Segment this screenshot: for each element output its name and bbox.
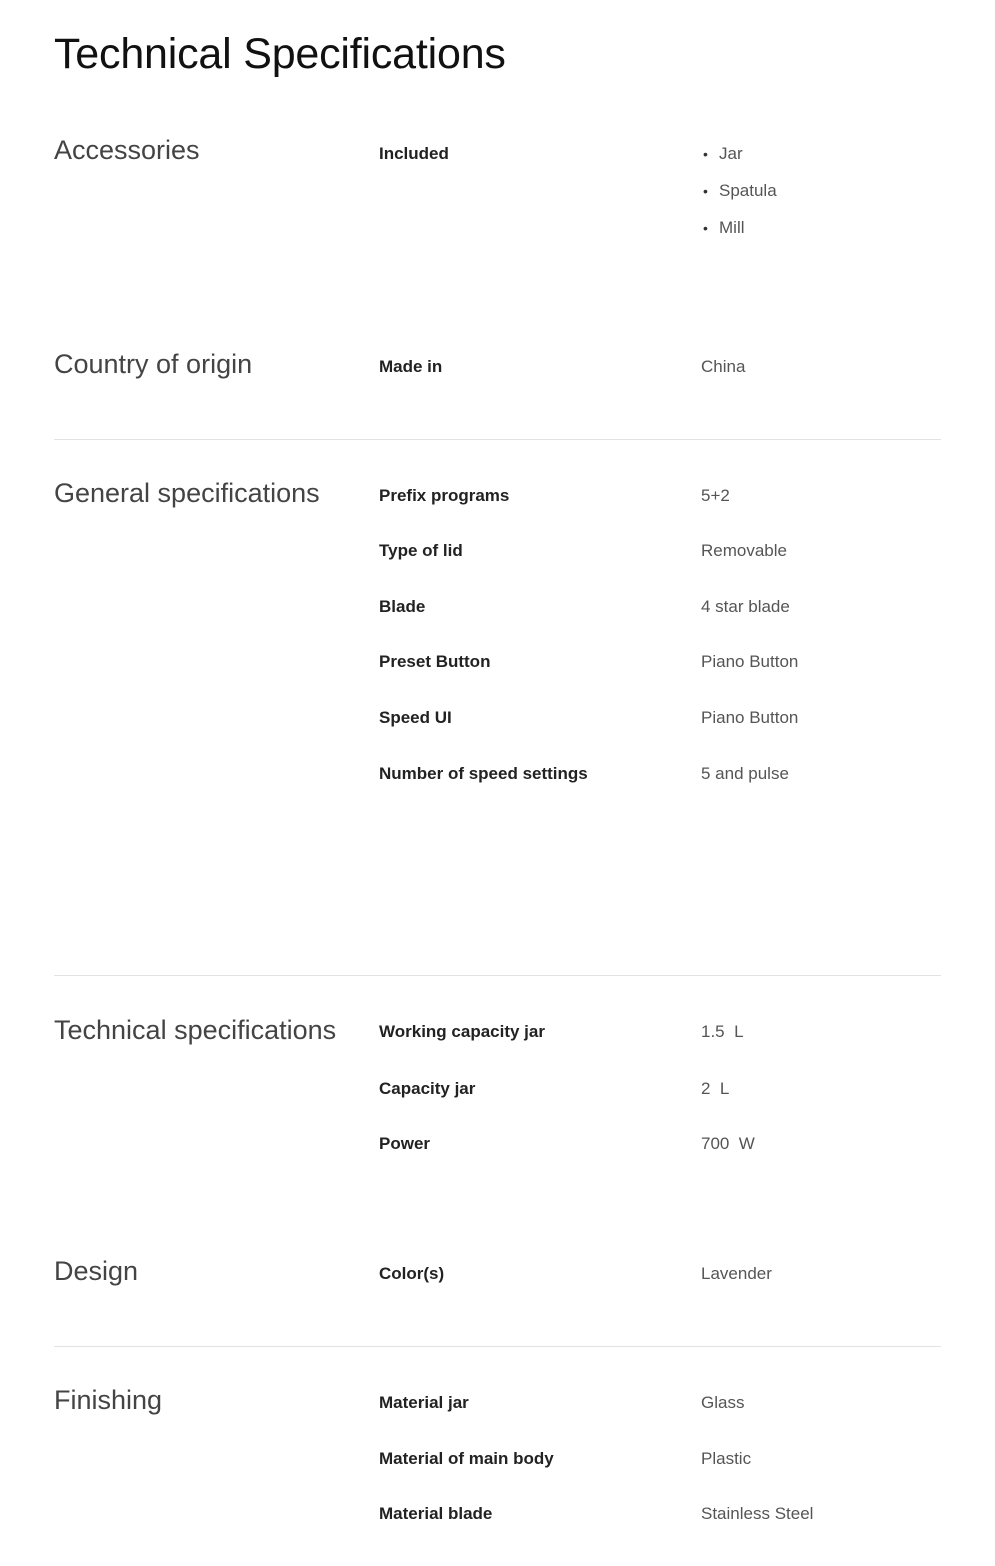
spec-row-number-of-speed-settings [54, 760, 941, 788]
spec-row-capacity-jar [54, 1075, 941, 1103]
spec-label: Capacity jar [379, 1079, 476, 1098]
list-item [701, 177, 777, 214]
bullet-icon: • [703, 183, 708, 199]
spec-value: Removable [701, 541, 787, 560]
spec-label: Number of speed settings [379, 764, 588, 783]
section-divider [54, 975, 941, 976]
section-title: Country of origin [54, 349, 253, 379]
spec-label: Type of lid [379, 541, 463, 560]
spec-value: Piano Button [701, 652, 799, 671]
spec-label: Included [379, 144, 449, 163]
page-title: Technical Specifications [54, 30, 506, 78]
spec-row-material-of-main-body [54, 1445, 941, 1473]
spec-row-included [54, 140, 941, 237]
section-title: Technical specifications [54, 1015, 337, 1045]
bullet-icon: • [703, 146, 708, 162]
spec-row-working-capacity-jar [54, 1018, 941, 1046]
spec-value: 2 L [701, 1079, 730, 1098]
spec-row-material-blade [54, 1500, 941, 1528]
spec-row-prefix-programs [54, 482, 941, 510]
spec-label: Blade [379, 597, 426, 616]
bullet-icon: • [703, 220, 708, 236]
spec-row-type-of-lid [54, 537, 941, 565]
spec-value: Plastic [701, 1449, 752, 1468]
spec-label: Speed UI [379, 708, 452, 727]
spec-row-speed-ui [54, 704, 941, 732]
section-divider [54, 1346, 941, 1347]
section-divider [54, 439, 941, 440]
spec-value: 5+2 [701, 486, 730, 505]
spec-value: China [701, 357, 746, 376]
list-item-text: Jar [719, 144, 743, 163]
spec-value: 4 star blade [701, 597, 790, 616]
spec-label: Preset Button [379, 652, 491, 671]
section-title: Design [54, 1256, 139, 1286]
spec-label: Working capacity jar [379, 1022, 545, 1041]
list-item-text: Mill [719, 218, 745, 237]
spec-value: Lavender [701, 1264, 772, 1283]
spec-row-blade [54, 593, 941, 621]
spec-value: 1.5 L [701, 1022, 744, 1041]
list-item [701, 140, 777, 177]
spec-value: Stainless Steel [701, 1504, 814, 1523]
spec-value: Glass [701, 1393, 745, 1412]
spec-row-preset-button [54, 648, 941, 676]
spec-label: Prefix programs [379, 486, 510, 505]
spec-row-made-in [54, 353, 941, 381]
list-item-text: Spatula [719, 181, 777, 200]
spec-label: Color(s) [379, 1264, 445, 1283]
spec-value: Piano Button [701, 708, 799, 727]
spec-value: 700 W [701, 1134, 755, 1153]
section-title: General specifications [54, 478, 320, 508]
spec-label: Made in [379, 357, 443, 376]
spec-row-power [54, 1130, 941, 1158]
spec-row-material-jar [54, 1389, 941, 1417]
spec-label: Material blade [379, 1504, 493, 1523]
list-item [701, 214, 777, 251]
spec-label: Material jar [379, 1393, 469, 1412]
spec-row-colors [54, 1260, 941, 1288]
spec-label: Power [379, 1134, 431, 1153]
spec-value: 5 and pulse [701, 764, 789, 783]
included-list [701, 140, 777, 251]
section-title: Finishing [54, 1385, 163, 1415]
section-title: Accessories [54, 135, 200, 165]
spec-label: Material of main body [379, 1449, 554, 1468]
